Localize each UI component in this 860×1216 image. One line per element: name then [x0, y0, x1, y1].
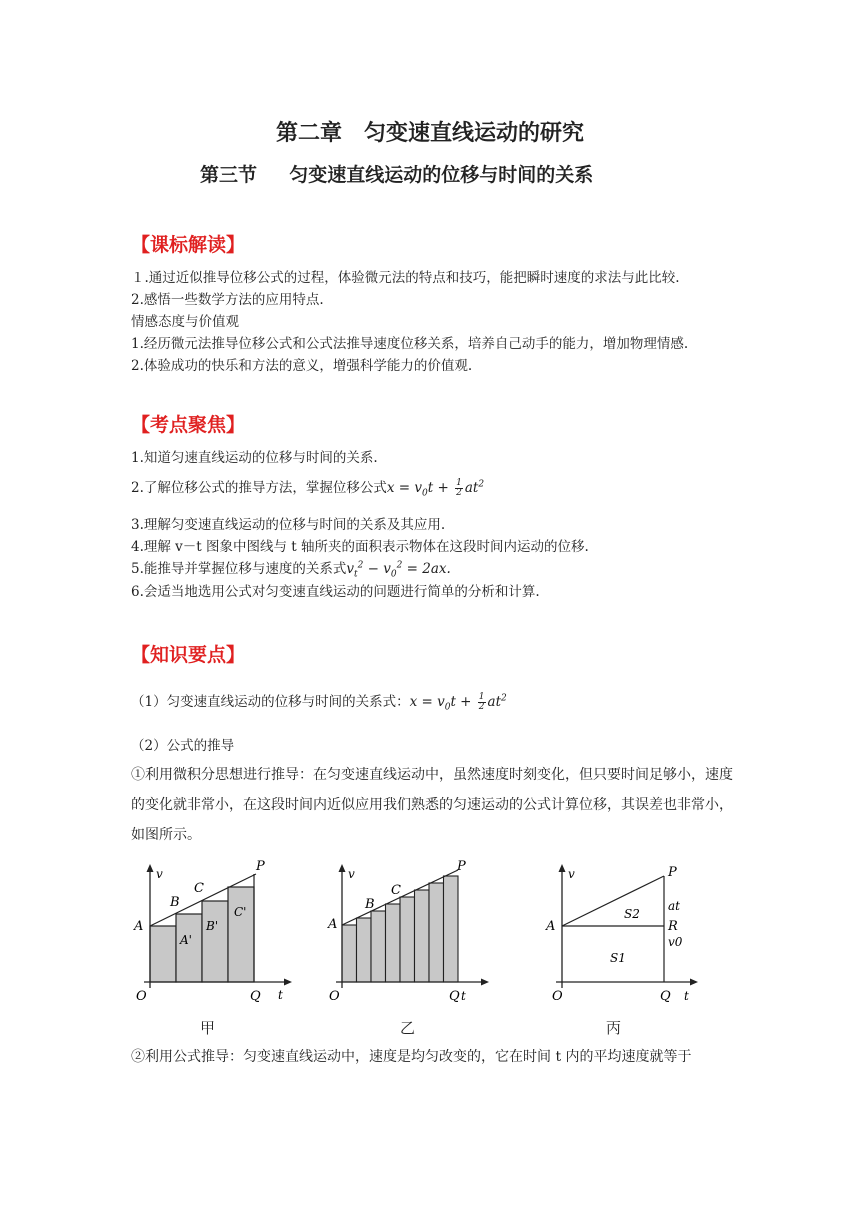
knowledge-p3: ①利用微积分思想进行推导：在匀变速直线运动中，虽然速度时刻变化，但只要时间足够小，速度的变化就非常小，在这段时间内近似应用我们熟悉的匀速运动的公式计算位移，其误差也非常小，如图所示。 — [131, 767, 733, 843]
bing-label-at: at — [668, 899, 680, 913]
standards-line-2: 2.感悟一些数学方法的应用特点. — [131, 292, 324, 308]
yi-label-A: A — [328, 917, 338, 932]
jia-strip-3 — [202, 901, 228, 982]
focus-item-2-text: 2.了解位移公式的推导方法，掌握位移公式 — [131, 480, 387, 496]
jia-label-A-prime: A' — [180, 933, 192, 947]
velocity-displacement-formula: $v_t^2 - v_0^2 = 2ax$. — [346, 560, 451, 580]
jia-label-B-prime: B' — [206, 919, 219, 933]
caption-yi: 乙 — [400, 1019, 416, 1037]
figure-jia — [128, 858, 298, 1008]
jia-label-Q: Q — [250, 989, 261, 1004]
knowledge-p4: ②利用公式推导：匀变速直线运动中，速度是均匀改变的，它在时间 t 内的平均速度就等于 — [131, 1049, 692, 1065]
yi-v-label: v — [348, 867, 355, 881]
focus-item-1: 1.知道匀速直线运动的位移与时间的关系. — [131, 450, 378, 466]
focus-item-5 — [131, 557, 451, 580]
focus-heading: 【考点聚焦】 — [131, 414, 246, 436]
jia-label-C: C — [194, 881, 204, 896]
yi-label-B: B — [365, 897, 375, 912]
jia-origin-label: O — [136, 989, 147, 1004]
caption-jia: 甲 — [200, 1019, 216, 1037]
jia-strip-2 — [176, 914, 202, 982]
standards-heading: 【课标解读】 — [131, 234, 246, 256]
knowledge-p1 — [131, 690, 507, 713]
jia-label-C-prime: C' — [234, 905, 247, 919]
bing-velocity-line — [562, 876, 664, 926]
jia-strip-4 — [228, 887, 254, 982]
displacement-formula: $x = v_0t$ + $\frac{1}{2}$ $at^2$ — [386, 478, 485, 499]
bing-origin-label: O — [552, 989, 563, 1004]
focus-item-3: 3.理解匀变速直线运动的位移与时间的关系及其应用. — [131, 517, 446, 533]
bing-t-label: t — [684, 989, 689, 1003]
figure-yi — [325, 858, 495, 1008]
bing-label-A: A — [546, 919, 556, 934]
bing-label-R: R — [668, 919, 678, 934]
knowledge-p1-text: （1）匀变速直线运动的位移与时间的关系式： — [131, 694, 410, 710]
bing-v-label: v — [568, 867, 575, 881]
figure-bing — [540, 858, 710, 1008]
bing-label-v0: v0 — [668, 935, 683, 949]
standards-line-4: 1.经历微元法推导位移公式和公式法推导速度位移关系，培养自己动手的能力，增加物理情感. — [131, 336, 689, 352]
jia-v-label: v — [156, 867, 163, 881]
focus-item-5-text: 5.能推导并掌握位移与速度的关系式 — [131, 561, 347, 577]
yi-label-Q: Q — [449, 989, 460, 1004]
yi-label-C: C — [391, 883, 401, 898]
yi-t-label: t — [461, 989, 466, 1003]
knowledge-formula: $x = v_0t$ + $\frac{1}{2}$ $at^2$ — [409, 692, 507, 713]
standards-line-5: 2.体验成功的快乐和方法的意义，增强科学能力的价值观. — [131, 358, 473, 374]
knowledge-p2: （2）公式的推导 — [131, 738, 235, 754]
bing-label-S1: S1 — [610, 951, 626, 965]
yi-label-P: P — [457, 859, 466, 874]
chapter-title: 第二章 匀变速直线运动的研究 — [275, 121, 584, 146]
jia-t-label: t — [278, 988, 283, 1002]
standards-line-3: 情感态度与价值观 — [131, 314, 239, 330]
yi-origin-label: O — [329, 989, 340, 1004]
caption-bing: 丙 — [606, 1019, 622, 1037]
bing-label-Q: Q — [660, 989, 671, 1004]
knowledge-heading: 【知识要点】 — [131, 644, 246, 666]
jia-strip-1 — [150, 926, 176, 982]
bing-label-S2: S2 — [624, 907, 640, 921]
jia-label-B: B — [170, 895, 180, 910]
bing-label-P: P — [668, 865, 677, 880]
standards-line-1: １.通过近似推导位移公式的过程，体验微元法的特点和技巧，能把瞬时速度的求法与此比较. — [131, 270, 680, 286]
focus-item-4: 4.理解 v－t 图象中图线与 t 轴所夹的面积表示物体在这段时间内运动的位移. — [131, 539, 589, 555]
focus-item-2 — [131, 476, 484, 499]
section-title: 第三节 匀变速直线运动的位移与时间的关系 — [200, 164, 594, 186]
jia-label-A: A — [134, 919, 144, 934]
jia-label-P: P — [256, 859, 265, 874]
focus-item-6: 6.会适当地选用公式对匀变速直线运动的问题进行简单的分析和计算. — [131, 584, 540, 600]
